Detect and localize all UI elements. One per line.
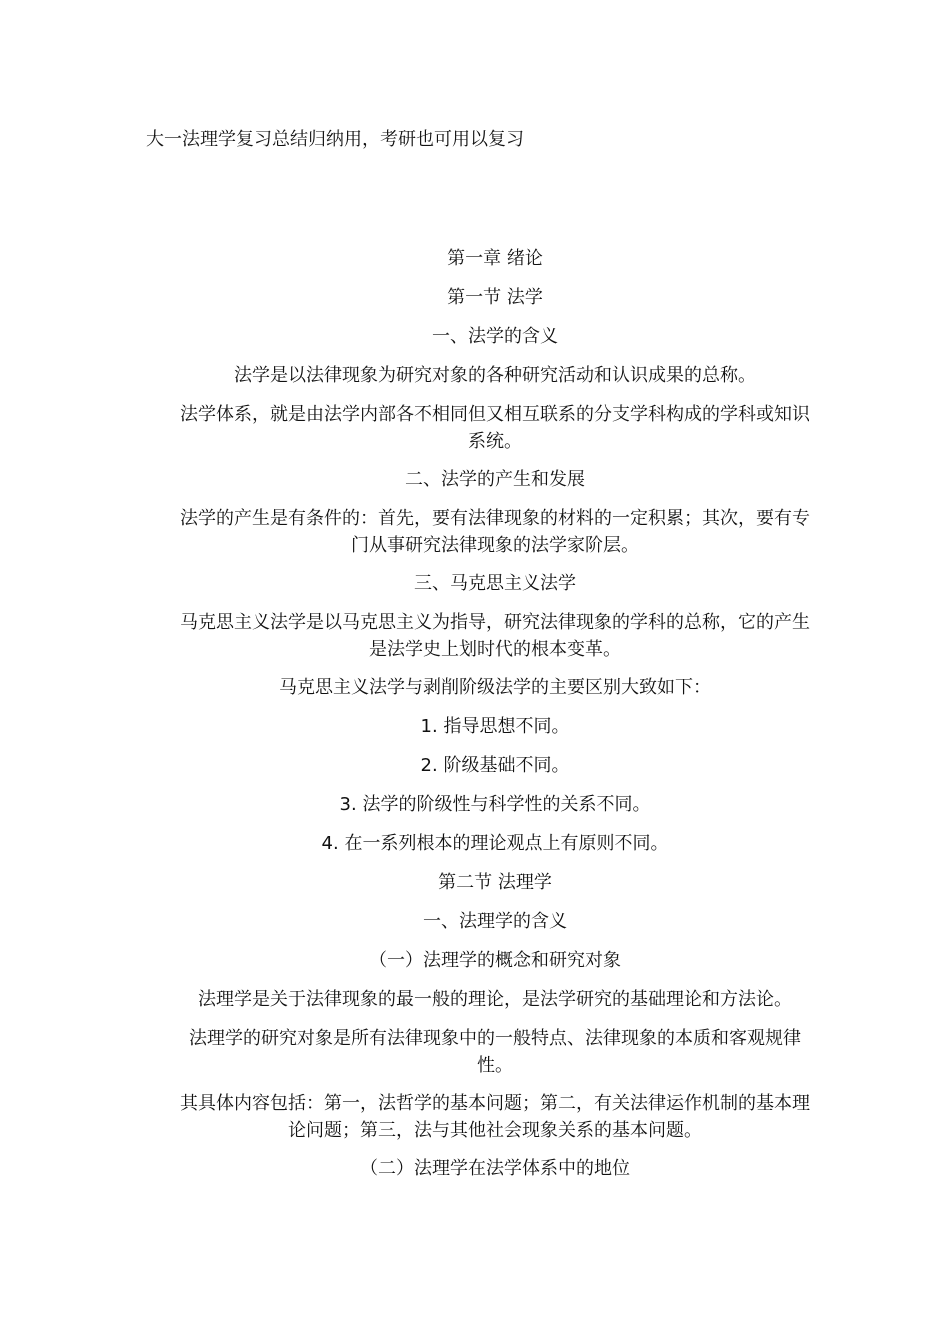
- paragraph: 马克思主义法学是以马克思主义为指导，研究法律现象的学科的总称，它的产生是法学史上划时代的根本变革。: [180, 612, 810, 660]
- subheading-origin-development: 二、法学的产生和发展: [405, 469, 585, 490]
- subheading-marxist-jurisprudence: 三、马克思主义法学: [414, 573, 576, 594]
- list-item: 3. 法学的阶级性与科学性的关系不同。: [339, 794, 651, 815]
- paragraph: 法学体系，就是由法学内部各不相同但又相互联系的分支学科构成的学科或知识系统。: [180, 404, 810, 452]
- chapter-heading: 第一章 绪论: [447, 248, 543, 269]
- paragraph: 法学的产生是有条件的：首先，要有法律现象的材料的一定积累；其次，要有专门从事研究法律现象的法学家阶层。: [180, 508, 810, 556]
- section-heading-legal-theory: 第二节 法理学: [438, 872, 552, 893]
- section-heading-jurisprudence: 第一节 法学: [447, 287, 543, 308]
- subheading-meaning-of-legal-theory: 一、法理学的含义: [423, 911, 567, 932]
- subheading-meaning-of-law-science: 一、法学的含义: [432, 326, 558, 347]
- subheading-concept-and-object: （一）法理学的概念和研究对象: [369, 950, 621, 971]
- paragraph: 法理学的研究对象是所有法律现象中的一般特点、法律现象的本质和客观规律性。: [189, 1028, 801, 1076]
- paragraph: 法理学是关于法律现象的最一般的理论，是法学研究的基础理论和方法论。: [198, 989, 792, 1010]
- paragraph: 法学是以法律现象为研究对象的各种研究活动和认识成果的总称。: [234, 365, 756, 386]
- paragraph: 其具体内容包括：第一，法哲学的基本问题；第二，有关法律运作机制的基本理论问题；第三，法与其他社会现象关系的基本问题。: [180, 1093, 810, 1141]
- list-item: 1. 指导思想不同。: [420, 716, 570, 737]
- paragraph: 马克思主义法学与剥削阶级法学的主要区别大致如下：: [279, 677, 711, 698]
- document-body: [180, 245, 810, 1194]
- list-item: 4. 在一系列根本的理论观点上有原则不同。: [321, 833, 669, 854]
- subheading-position-in-system: （二）法理学在法学体系中的地位: [360, 1158, 630, 1179]
- list-item: 2. 阶级基础不同。: [420, 755, 570, 776]
- document-title: 大一法理学复习总结归纳用，考研也可用以复习: [146, 129, 524, 150]
